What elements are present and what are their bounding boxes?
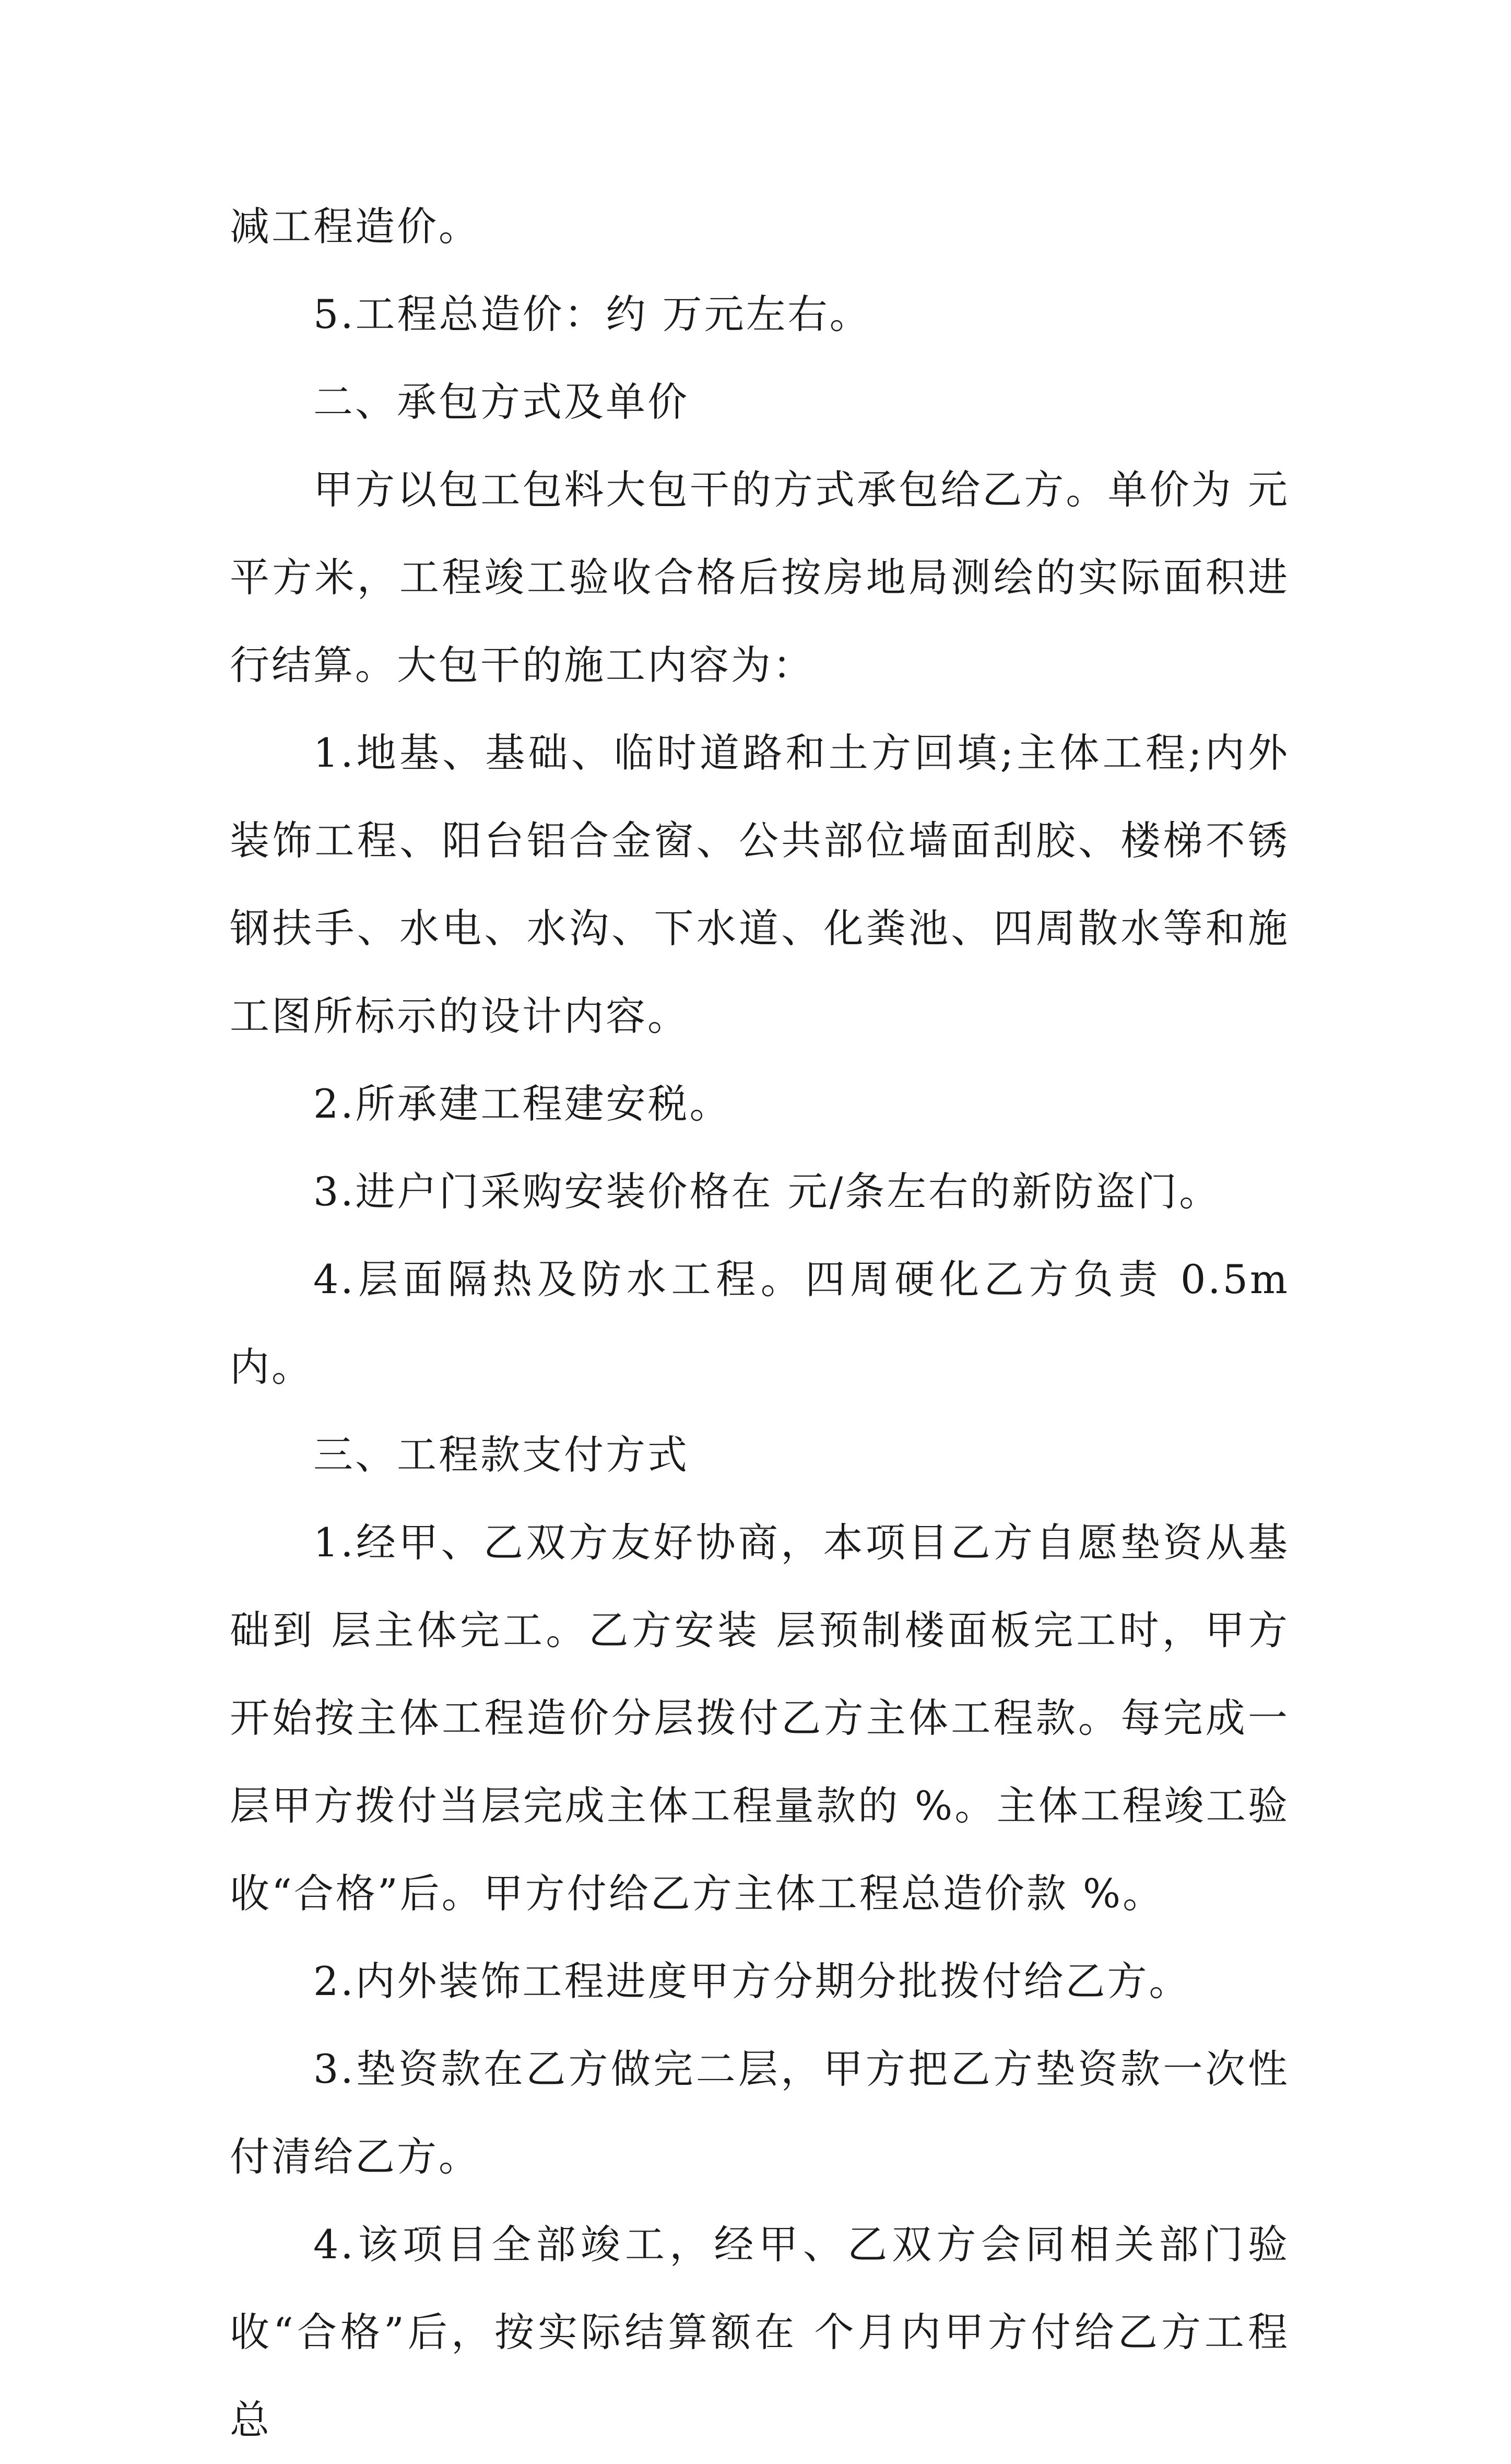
document-body <box>230 183 1290 2464</box>
paragraph-item-5-total-cost: 5.工程总造价：约 万元左右。 <box>313 291 871 337</box>
section-heading-payment: 三、工程款支付方式 <box>313 1432 689 1478</box>
paragraph-payment-item-2: 2.内外装饰工程进度甲方分期分批拨付给乙方。 <box>313 1958 1191 2004</box>
paragraph-payment-item-1: 1.经甲、乙双方友好协商，本项目乙方自愿垫资从基础到 层主体完工。乙方安装 层预制楼面板完工时，甲方开始按主体工程造价分层拨付乙方主体工程款。每完成一层甲方拨付当层完成主体工程量款的 %。主体工程竣工验收“合格”后。甲方付给乙方主体工程总造价款 %。 <box>230 1519 1290 1917</box>
paragraph-scope-item-1: 1.地基、基础、临时道路和土方回填;主体工程;内外装饰工程、阳台铝合金窗、公共部位墙面刮胶、楼梯不锈钢扶手、水电、水沟、下水道、化粪池、四周散水等和施工图所标示的设计内容。 <box>230 730 1290 1039</box>
paragraph-scope-item-3: 3.进户门采购安装价格在 元/条左右的新防盗门。 <box>313 1168 1221 1215</box>
paragraph-payment-item-3: 3.垫资款在乙方做完二层，甲方把乙方垫资款一次性付清给乙方。 <box>230 2046 1290 2180</box>
paragraph-contract-method: 甲方以包工包料大包干的方式承包给乙方。单价为 元平方米，工程竣工验收合格后按房地局测绘的实际面积进行结算。大包干的施工内容为： <box>230 466 1290 688</box>
paragraph-scope-item-2: 2.所承建工程建安税。 <box>313 1081 731 1127</box>
paragraph-scope-item-4: 4.层面隔热及防水工程。四周硬化乙方负责 0.5m 内。 <box>230 1256 1290 1390</box>
section-heading-contract-method: 二、承包方式及单价 <box>313 379 689 425</box>
paragraph-payment-item-4: 4.该项目全部竣工，经甲、乙双方会同相关部门验收“合格”后，按实际结算额在 个月内甲方付给乙方工程总 <box>230 2221 1290 2443</box>
paragraph-continuation: 减工程造价。 <box>230 203 480 250</box>
